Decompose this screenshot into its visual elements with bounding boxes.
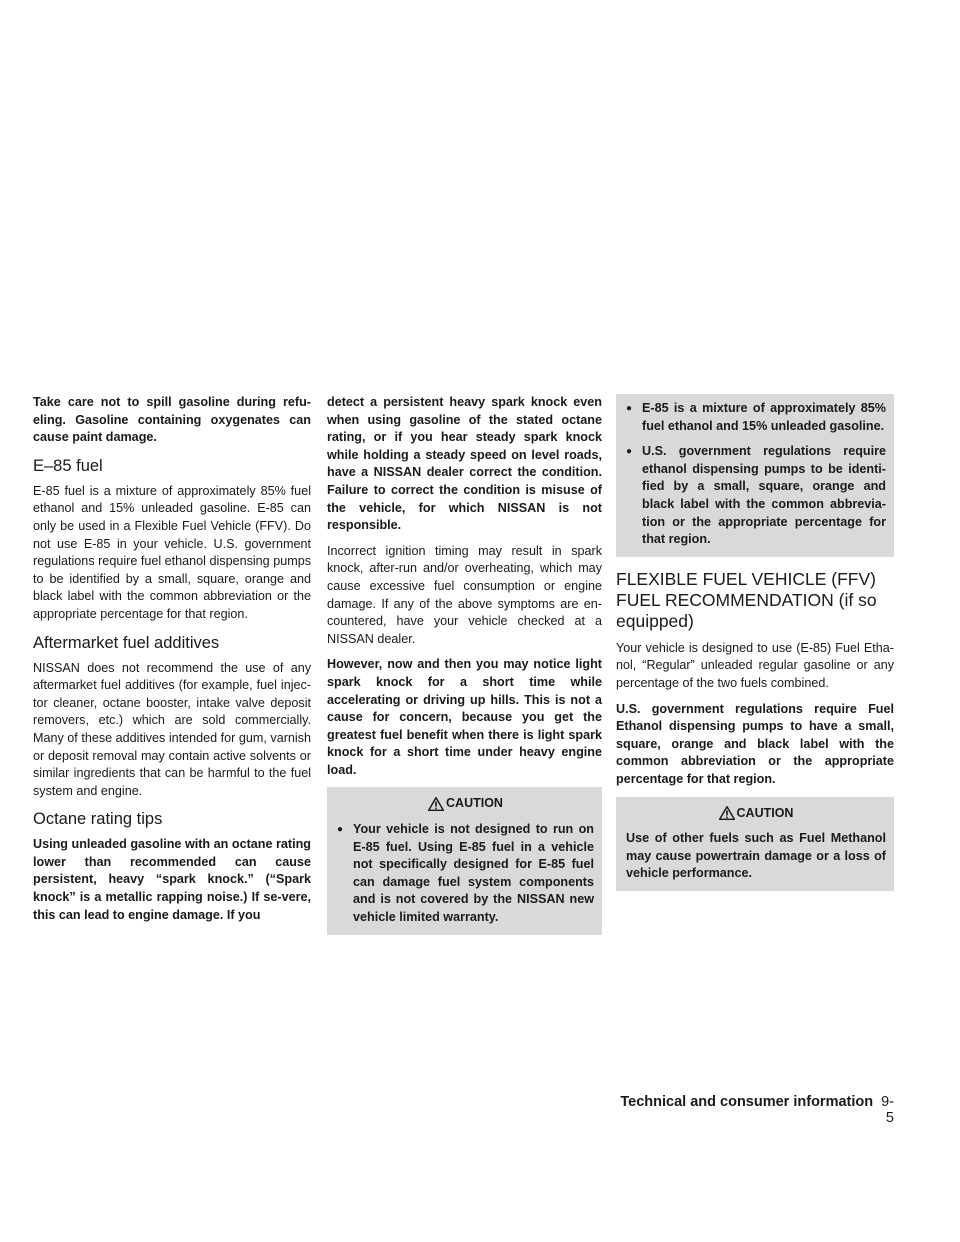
octane-paragraph: Using unleaded gasoline with an octane rating lower than recommended can cause persistent, heavy “spark knock.” (“Spark knock” is a metallic rapping noise.) If se-vere, this can lead to engine damage. If you	[33, 837, 311, 922]
e85-heading: E–85 fuel	[33, 456, 103, 475]
light-knock-paragraph: However, now and then you may notice light spark knock for a short time while accelerating or driving up hills. This is not a cause for concern, because you get the greatest fuel benefit when there is light spark knock for a short time under heavy engine load.	[327, 657, 602, 777]
list-item: ● E-85 is a mixture of approximately 85% fuel ethanol and 15% unleaded gasoline.	[626, 400, 886, 435]
spill-warning: Take care not to spill gasoline during refu-eling. Gasoline containing oxygenates can cause paint damage.	[33, 395, 311, 445]
ffv-paragraph: Your vehicle is designed to use (E-85) Fuel Etha-nol, “Regular” unleaded regular gasoline or any percentage of the two fuels combined.	[616, 640, 894, 690]
warning-triangle-icon	[428, 797, 444, 811]
caution-label: CAUTION	[736, 805, 794, 820]
e85-paragraph: E-85 fuel is a mixture of approximately 85% fuel ethanol and 15% unleaded gasoline. E-85 can only be used in a Flexible Fuel Vehicle (FFV). Do not use E-85 in your vehicle. U.S. government regulations require fuel ethanol dispensing pumps to be identified by a small, square, orange and black label with the common abbreviation or the appropriate percentage for that region.	[33, 483, 311, 621]
aftermarket-paragraph: NISSAN does not recommend the use of any aftermarket fuel additives (for example, fuel injec-tor cleaner, octane booster, intake valve deposit removers, etc.) which are sold commercially. Many of these additives intended for gum, varnish or deposit removal may contain active solvents or similar ingredients that can be harmful to the fuel system and engine.	[33, 660, 311, 798]
methanol-caution-text: Use of other fuels such as Fuel Methanol may cause powertrain damage or a loss of vehicle performance.	[626, 831, 886, 881]
column-1	[33, 394, 311, 932]
ffv-regulation-paragraph: U.S. government regulations require Fuel Ethanol dispensing pumps to have a small, square, orange and black label with the common abbreviation or the appropriate percentage for that region.	[616, 701, 894, 786]
caution-header	[337, 795, 594, 813]
page-footer	[616, 1094, 894, 1126]
list-item: ● U.S. government regulations require ethanol dispensing pumps to be identi-fied by a small, square, orange and black label with the common abbrevia-tion or the appropriate percentage for that region.	[626, 443, 886, 549]
e85-info-box	[616, 394, 894, 557]
caution-header	[626, 805, 886, 823]
caution-label: CAUTION	[446, 796, 503, 811]
octane-heading: Octane rating tips	[33, 810, 163, 829]
warning-triangle-icon	[719, 806, 735, 820]
ffv-heading: FLEXIBLE FUEL VEHICLE (FFV) FUEL RECOMMENDATION (if so equipped)	[616, 568, 877, 631]
ignition-timing-paragraph: Incorrect ignition timing may result in spark knock, after-run and/or overheating, which may cause excessive fuel consumption or engine damage. If any of the above symptoms are en-countered, have your vehicle checked at a NISSAN dealer.	[327, 543, 602, 646]
info-list	[626, 400, 886, 549]
caution-list	[337, 821, 594, 927]
page-number: 9-5	[881, 1094, 894, 1126]
column-2	[327, 394, 602, 943]
spark-knock-continued: detect a persistent heavy spark knock even when using gasoline of the stated octane rating, or if you hear steady spark knock while holding a steady speed on level roads, have a NISSAN dealer correct the condition. Failure to correct the condition is misuse of the vehicle, for which NISSAN is not responsible.	[327, 395, 602, 533]
list-item: ● Your vehicle is not designed to run on E-85 fuel. Using E-85 fuel in a vehicle not specifically designed for E-85 fuel can damage fuel system components and is not covered by the NISSAN new vehicle limited warranty.	[337, 821, 594, 927]
caution-box-e85	[327, 787, 602, 934]
caution-box-methanol	[616, 797, 894, 891]
column-3	[616, 394, 894, 899]
section-title: Technical and consumer information	[620, 1094, 874, 1110]
aftermarket-heading: Aftermarket fuel additives	[33, 633, 220, 652]
